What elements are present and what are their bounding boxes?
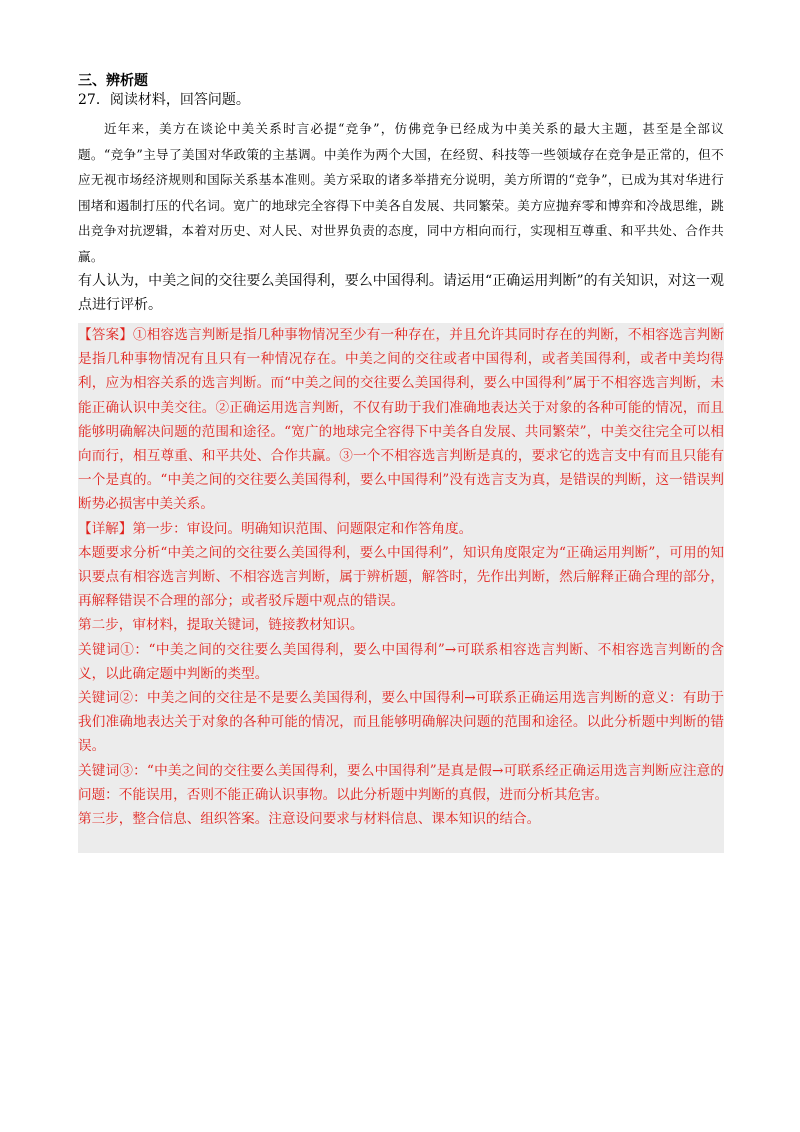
detail-step1-label: 第一步：审设问。明确知识范围、问题限定和作答角度。 bbox=[132, 520, 473, 537]
answer-text: ①相容选言判断是指几种事物情况至少有一种存在，并且允许其同时存在的判断，不相容选言判断是指几种事物情况有且只有一种情况存在。中美之间的交往或者中国得利，或者美国得利，或者中美均得利，应为相容关系的选言判断。而“中美之间的交往要么美国得利，要么中国得利”属于不相容选言判断，未能正确认识中美交往。②正确运用选言判断，不仅有助于我们准确地表达关于对象的各种可能的情况，而且能够明确解决问题的范围和途径。“宽广的地球完全容得下中美各自发展、共同繁荣”，中美交往完全可以相向而行，相互尊重、和平共处、合作共赢。③一个不相容选言判断是真的，要求它的选言支中有而且只能有一个是真的。“中美之间的交往要么美国得利，要么中国得利”没有选言支为真，是错误的判断，这一错误判断势必损害中美关系。 bbox=[78, 327, 725, 513]
detail-tag: 【详解】 bbox=[78, 520, 133, 537]
answer-box bbox=[78, 323, 724, 853]
answer-paragraph bbox=[78, 323, 724, 517]
document-page bbox=[78, 72, 724, 853]
answer-tag: 【答案】 bbox=[78, 327, 133, 343]
detail-step1-text: 本题要求分析“中美之间的交往要么美国得利，要么中国得利”，知识角度限定为“正确运用判断”，可用的知识要点有相容选言判断、不相容选言判断，属于辨析题，解答时，先作出判断，然后解释正确合理的部分，再解释错误不合理的部分；或者驳斥题中观点的错误。 bbox=[78, 544, 724, 610]
section-title: 三、辨析题 bbox=[78, 73, 148, 89]
detail-step3: 第三步，整合信息、组织答案。注意设问要求与材料信息、课本知识的结合。 bbox=[78, 811, 541, 828]
keyword-2: 关键词②：中美之间的交往是不是要么美国得利，要么中国得利→可联系正确运用选言判断的意义：有助于我们准确地表达关于对象的各种可能的情况，而且能够明确解决问题的范围和途径。以此分析题中判断的错误。 bbox=[78, 690, 724, 755]
detail-step1 bbox=[78, 517, 724, 541]
question-prompt: 有人认为，中美之间的交往要么美国得利，要么中国得利。请运用“正确运用判断”的有关知识，对这一观点进行评析。 bbox=[78, 273, 724, 313]
keyword-3: 关键词③：“中美之间的交往要么美国得利，要么中国得利”是真是假→可联系经正确运用选言判断应注意的问题：不能误用，否则不能正确认识事物。以此分析题中判断的真假，进而分析其危害。 bbox=[78, 762, 724, 803]
question-number-line: 27．阅读材料，回答问题。 bbox=[78, 92, 250, 108]
detail-step2: 第二步，审材料，提取关键词，链接教材知识。 bbox=[78, 617, 364, 634]
reading-material: 近年来，美方在谈论中美关系时言必提“竞争”，仿佛竞争已经成为中美关系的最大主题，甚至是全部议题。“竞争”主导了美国对华政策的主基调。中美作为两个大国，在经贸、科技等一些领域存在竞争是正常的，但不应无视市场经济规则和国际关系基本准则。美方采取的诸多举措充分说明，美方所谓的“竞争”，已成为其对华进行围堵和遏制打压的代名词。宽广的地球完全容得下中美各自发展、共同繁荣。美方应抛弃零和博弈和冷战思维，跳出竞争对抗逻辑，本着对历史、对人民、对世界负责的态度，同中方相向而行，实现相互尊重、和平共处、合作共赢。 bbox=[78, 121, 724, 264]
keyword-1: 关键词①：“中美之间的交往要么美国得利，要么中国得利”→可联系相容选言判断、不相容选言判断的含义，以此确定题中判断的类型。 bbox=[78, 641, 724, 682]
